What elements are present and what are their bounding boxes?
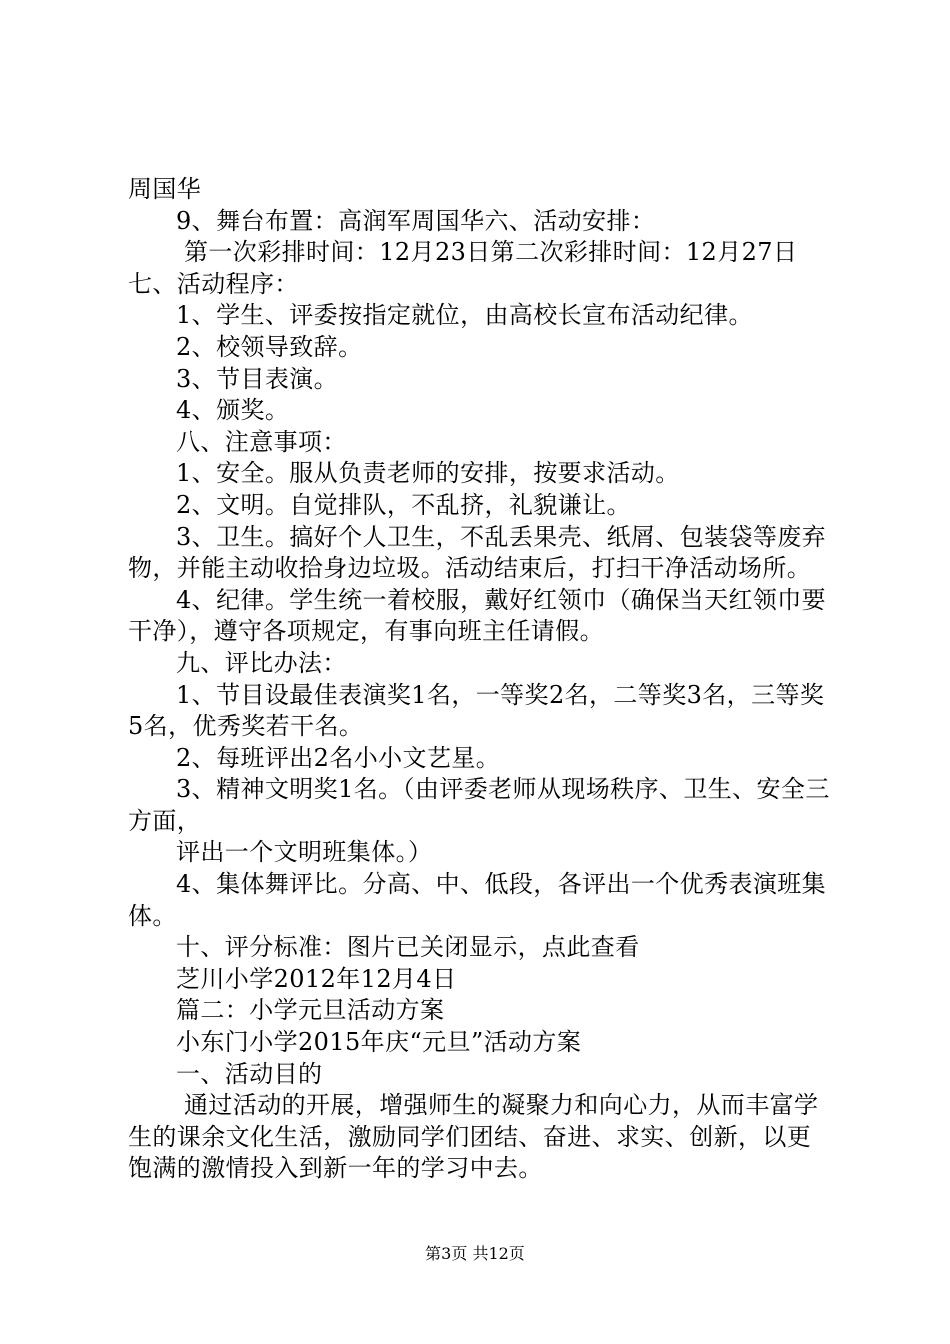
section-heading: 八、注意事项： bbox=[176, 427, 347, 456]
page-number-footer: 第3页 共12页 bbox=[425, 1244, 525, 1263]
paragraph: 4、纪律。学生统一着校服，戴好红领巾（确保当天红领巾要干净），遵守各项规定，有事向班主任请假。 bbox=[128, 585, 827, 646]
paragraph: 3、卫生。搞好个人卫生，不乱丢果壳、纸屑、包装袋等废弃物，并能主动收拾身边垃圾。活动结束后，打扫干净活动场所。 bbox=[128, 522, 827, 583]
paragraph: 第一次彩排时间：12月23日第二次彩排时间：12月27日七、活动程序： bbox=[128, 238, 798, 298]
paragraph: 芝川小学2012年12月4日 bbox=[176, 964, 457, 993]
document-body bbox=[128, 174, 832, 1185]
paragraph: 通过活动的开展，增强师生的凝聚力和向心力，从而丰富学生的课余文化生活，激励同学们团结、奋进、求实、创新，以更饱满的激情投入到新一年的学习中去。 bbox=[128, 1091, 819, 1183]
paragraph: 3、节目表演。 bbox=[176, 364, 339, 393]
paragraph: 2、校领导致辞。 bbox=[176, 332, 363, 361]
section-heading: 一、活动目的 bbox=[176, 1059, 323, 1088]
paragraph: 9、舞台布置：高润军周国华六、活动安排： bbox=[176, 206, 656, 235]
paragraph: 4、集体舞评比。分高、中、低段，各评出一个优秀表演班集体。 bbox=[128, 870, 827, 930]
paragraph: 3、精神文明奖1名。（由评委老师从现场秩序、卫生、安全三方面， bbox=[128, 775, 830, 835]
paragraph: 1、节目设最佳表演奖1名，一等奖2名，二等奖3名，三等奖5名，优秀奖若干名。 bbox=[128, 680, 825, 741]
paragraph: 4、颁奖。 bbox=[176, 396, 290, 425]
paragraph: 十、评分标准：图片已关闭显示，点此查看 bbox=[176, 933, 640, 962]
paragraph: 2、文明。自觉排队，不乱挤，礼貌谦让。 bbox=[176, 490, 631, 519]
paragraph: 1、学生、评委按指定就位，由高校长宣布活动纪律。 bbox=[176, 301, 753, 330]
paragraph: 1、安全。服从负责老师的安排，按要求活动。 bbox=[176, 459, 680, 488]
paragraph: 评出一个文明班集体。） bbox=[176, 838, 433, 867]
document-title: 小东门小学2015年庆“元旦”活动方案 bbox=[176, 1028, 582, 1057]
paragraph: 周国华 bbox=[128, 175, 202, 203]
section-heading: 九、评比办法： bbox=[176, 648, 347, 677]
section-heading: 篇二：小学元旦活动方案 bbox=[176, 996, 445, 1025]
paragraph: 2、每班评出2名小小文艺星。 bbox=[176, 743, 501, 772]
